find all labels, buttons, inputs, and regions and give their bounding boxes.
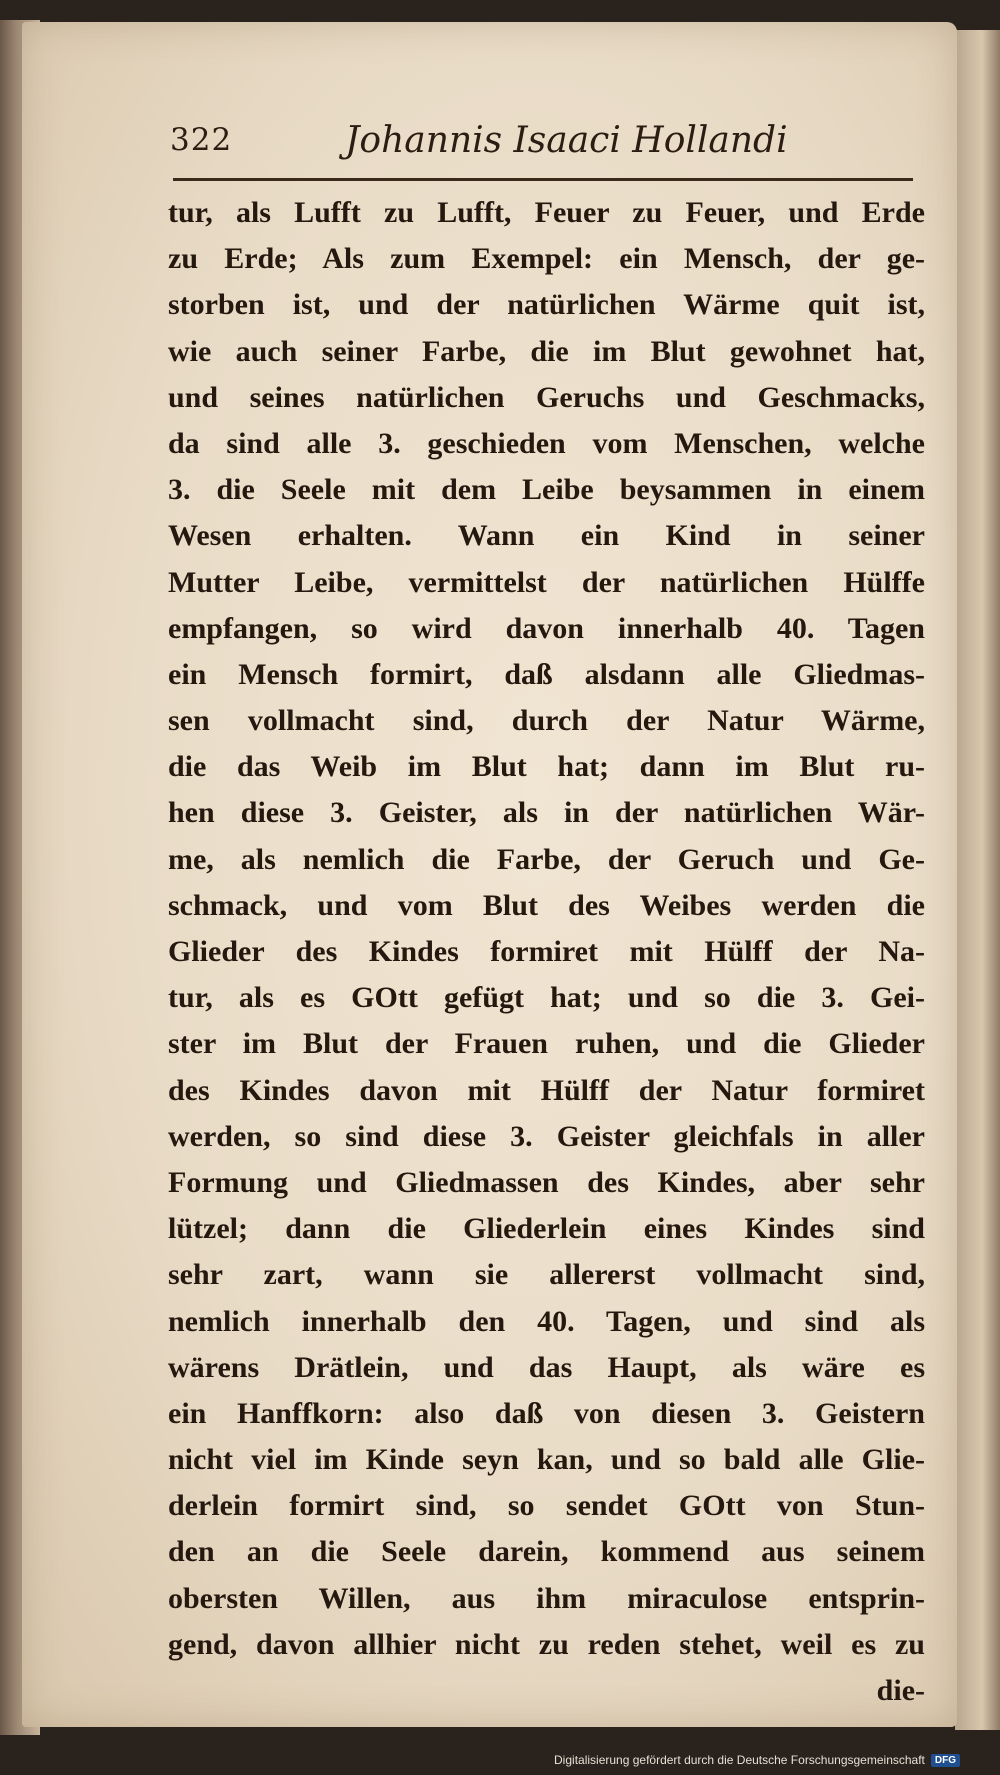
text-line: derlein formirt sind, so sendet GOtt von Stun- xyxy=(168,1489,925,1523)
text-line: tur, als Lufft zu Lufft, Feuer zu Feuer, und Erde xyxy=(168,196,925,229)
text-line: nemlich innerhalb den 40. Tagen, und sind als xyxy=(168,1304,925,1338)
page-number: 322 xyxy=(170,122,233,158)
text-line: sen vollmacht sind, durch der Natur Wärme, xyxy=(168,704,925,738)
text-line: zu Erde; Als zum Exempel: ein Mensch, der ge- xyxy=(168,242,925,276)
text-line: die das Weib im Blut hat; dann im Blut ru- xyxy=(168,750,925,784)
text-line: wie auch seiner Farbe, die im Blut gewohnet hat, xyxy=(168,334,925,368)
text-line: des Kindes davon mit Hülff der Natur formiret xyxy=(168,1073,925,1107)
text-line: me, als nemlich die Farbe, der Geruch und Ge- xyxy=(168,842,925,876)
text-line: werden, so sind diese 3. Geister gleichfals in aller xyxy=(168,1119,925,1153)
text-line: Mutter Leibe, vermittelst der natürlichen Hülffe xyxy=(168,565,925,599)
text-line: lützel; dann die Gliederlein eines Kindes sind xyxy=(168,1212,925,1246)
running-title: Johannis Isaaci Hollandi xyxy=(345,120,788,161)
text-line: 3. die Seele mit dem Leibe beysammen in einem xyxy=(168,473,925,507)
text-line: sehr zart, wann sie allererst vollmacht sind, xyxy=(168,1258,925,1292)
text-line: hen diese 3. Geister, als in der natürlichen Wär- xyxy=(168,796,925,830)
text-line: ein Hanffkorn: also daß von diesen 3. Geistern xyxy=(168,1396,925,1430)
text-line: Wesen erhalten. Wann ein Kind in seiner xyxy=(168,519,925,553)
text-line: da sind alle 3. geschieden vom Menschen, welche xyxy=(168,426,925,460)
text-line: nicht viel im Kinde seyn kan, und so bald alle Glie- xyxy=(168,1443,925,1477)
header-rule xyxy=(173,178,913,181)
text-line: Glieder des Kindes formiret mit Hülff der Na- xyxy=(168,935,925,968)
text-line: und seines natürlichen Geruchs und Geschmacks, xyxy=(168,380,925,414)
text-line: Formung und Gliedmassen des Kindes, aber sehr xyxy=(168,1165,925,1199)
text-line: den an die Seele darein, kommend aus seinem xyxy=(168,1535,925,1569)
text-line: wärens Drätlein, und das Haupt, als wäre es xyxy=(168,1350,925,1384)
book-edge-right xyxy=(955,30,1000,1730)
text-line: storben ist, und der natürlichen Wärme quit ist, xyxy=(168,288,925,322)
dfg-logo: DFG xyxy=(931,1754,960,1767)
digitization-credit xyxy=(554,1753,960,1767)
text-line: tur, als es GOtt gefügt hat; und so die 3. Gei- xyxy=(168,981,925,1015)
text-line: obersten Willen, aus ihm miraculose entsprin- xyxy=(168,1581,925,1615)
text-line: empfangen, so wird davon innerhalb 40. Tagen xyxy=(168,611,925,645)
text-line: ster im Blut der Frauen ruhen, und die Glieder xyxy=(168,1027,925,1061)
credit-text: Digitalisierung gefördert durch die Deutsche Forschungsgemeinschaft xyxy=(554,1753,925,1767)
text-line: ein Mensch formirt, daß alsdann alle Gliedmas- xyxy=(168,657,925,691)
running-head xyxy=(170,122,810,170)
text-line: schmack, und vom Blut des Weibes werden die xyxy=(168,888,925,922)
body-text xyxy=(168,190,925,1714)
text-line: gend, davon allhier nicht zu reden stehet, weil es zu xyxy=(168,1627,925,1661)
catchword: die- xyxy=(876,1674,925,1707)
